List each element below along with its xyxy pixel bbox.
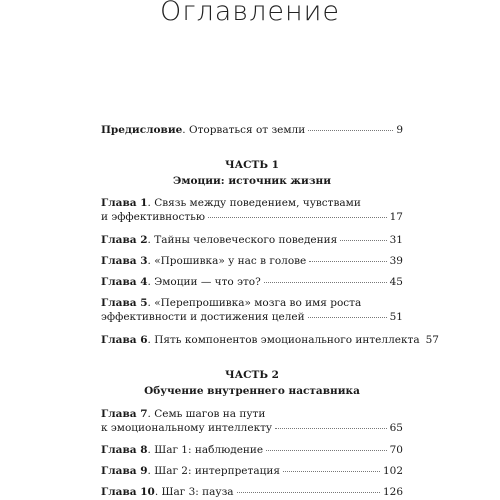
toc-entry-chapter-6[interactable]: [101, 334, 439, 346]
part-heading: ЧАСТЬ 1: [225, 159, 279, 171]
dot-leader: [308, 317, 387, 318]
entry-label: Глава 3: [101, 255, 148, 267]
dot-leader: [309, 261, 386, 262]
page-number: 126: [382, 486, 403, 498]
entry-title-continued: к эмоциональному интеллекту: [101, 422, 273, 434]
dot-leader: [275, 428, 387, 429]
dot-leader: [266, 450, 387, 451]
entry-label: Глава 9: [101, 465, 148, 477]
entry-title: . Шаг 3: пауза: [154, 486, 234, 498]
part-heading: ЧАСТЬ 2: [225, 369, 279, 381]
toc-entry-chapter-1[interactable]: [101, 197, 403, 223]
page-number: 57: [425, 334, 439, 346]
page-number: 45: [389, 276, 403, 288]
entry-title: . Связь между поведением, чувствами: [147, 197, 361, 209]
entry-title: . Пять компонентов эмоционального интеллекта: [147, 334, 420, 346]
toc-entry-chapter-3[interactable]: [101, 255, 403, 267]
entry-title: . Тайны человеческого поведения: [147, 234, 338, 246]
toc-entry-chapter-2[interactable]: [101, 234, 403, 246]
entry-title: . Шаг 2: интерпретация: [147, 465, 280, 477]
entry-label: Глава 8: [101, 444, 148, 456]
dot-leader: [340, 240, 386, 241]
toc-entry-chapter-5[interactable]: [101, 297, 403, 323]
toc-entry-chapter-9[interactable]: [101, 465, 403, 477]
toc-entry-foreword[interactable]: [101, 124, 403, 136]
page-number: 17: [389, 211, 403, 223]
part-subheading: Эмоции: источник жизни: [173, 175, 331, 187]
entry-title: . «Перепрошивка» мозга во имя роста: [147, 297, 362, 309]
page-number: 39: [389, 255, 403, 267]
entry-title-continued: эффективности и достижения целей: [101, 311, 305, 323]
page-number: 31: [389, 234, 403, 246]
toc-entry-chapter-8[interactable]: [101, 444, 403, 456]
page-title: Оглавление: [159, 0, 341, 27]
entry-label: Предисловие: [101, 124, 183, 136]
dot-leader: [208, 217, 387, 218]
entry-label: Глава 10: [101, 486, 155, 498]
entry-title: . Семь шагов на пути: [147, 408, 266, 420]
page-number: 51: [389, 311, 403, 323]
entry-title: . Эмоции — что это?: [147, 276, 261, 288]
entry-label: Глава 1: [101, 197, 148, 209]
page-number: 65: [389, 422, 403, 434]
entry-title-continued: и эффективностью: [101, 211, 206, 223]
entry-title: . Шаг 1: наблюдение: [147, 444, 264, 456]
part-subheading: Обучение внутреннего наставника: [144, 385, 360, 397]
entry-title: . Оторваться от земли: [182, 124, 306, 136]
entry-label: Глава 4: [101, 276, 148, 288]
entry-label: Глава 6: [101, 334, 148, 346]
page-number: 70: [389, 444, 403, 456]
page-number: 9: [396, 124, 403, 136]
entry-label: Глава 5: [101, 297, 148, 309]
dot-leader: [237, 492, 380, 493]
toc-entry-chapter-7[interactable]: [101, 408, 403, 434]
dot-leader: [264, 282, 387, 283]
toc-entry-chapter-10[interactable]: [101, 486, 403, 498]
entry-label: Глава 7: [101, 408, 148, 420]
dot-leader: [308, 130, 393, 131]
dot-leader: [283, 471, 380, 472]
entry-title: . «Прошивка» у нас в голове: [147, 255, 307, 267]
toc-entry-chapter-4[interactable]: [101, 276, 403, 288]
entry-label: Глава 2: [101, 234, 148, 246]
page-number: 102: [382, 465, 403, 477]
